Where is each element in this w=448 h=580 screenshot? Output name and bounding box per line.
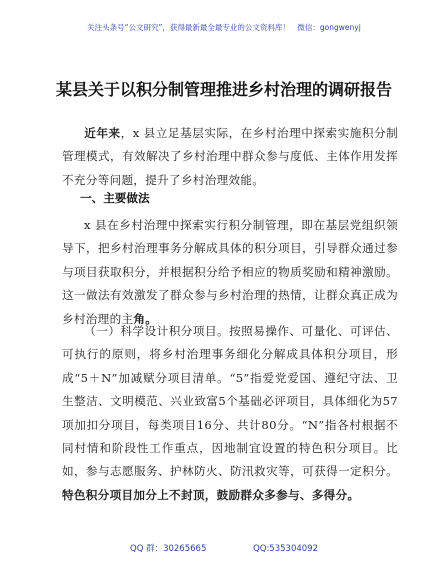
section1-tail: 角。 [133, 311, 158, 326]
subsection1-paragraph [62, 320, 398, 507]
subsection1-text-b: 特色积分项目加分上不封顶，鼓励群众多参与、多得分。 [62, 487, 360, 502]
footer-qq-group: QQ 群：30265665 [130, 544, 207, 554]
header-banner: 关注头条号“公文研究”，获得最新最全最专业的公文资料库！ 微信：gongwenyj [87, 23, 361, 32]
footer-qq-number: QQ:535304092 [253, 544, 318, 554]
section1-paragraph [62, 214, 398, 331]
document-title: 某县关于以积分制管理推进乡村治理的调研报告 [55, 80, 392, 99]
section1-text: x 县在乡村治理中探索实行积分制管理，即在基层党组织领导下，把乡村治理事务分解成具体的积分项目，引导群众通过参与项目获取积分，并根据积分给予相应的物质奖励和精神激励。这一做法有效激发了群众参与乡村治理的热情，让群众真正成为乡村治理的主 [62, 218, 398, 326]
intro-lead: 近年来 [84, 126, 121, 140]
intro-paragraph [62, 122, 398, 192]
intro-text: ，x 县立足基层实际，在乡村治理中探索实施积分制管理模式，有效解决了乡村治理中群众参与度低、主体作用发挥不充分等问题，提升了乡村治理效能。 [62, 126, 398, 187]
section-heading: 一、主要做法 [80, 191, 150, 205]
footer-banner [0, 542, 448, 554]
subsection1-text-a: （一）科学设计积分项目。按照易操作、可量化、可评估、可执行的原则，将乡村治理事务细化分解成具体积分项目，形成“5＋N”加减赋分项目清单。“5”指爱党爱国、遵纪守法、卫生整洁、文明模范、兴业致富5个基础必评项目，具体细化为57项加扣分项目，每类项目16分、共计80分。“N”指各村根据不同村情和阶段性工作重点，因地制宜设置的特色积分项目。比如，参与志愿服务、护林防火、防汛救灾等，可获得一定积分。 [62, 324, 398, 479]
